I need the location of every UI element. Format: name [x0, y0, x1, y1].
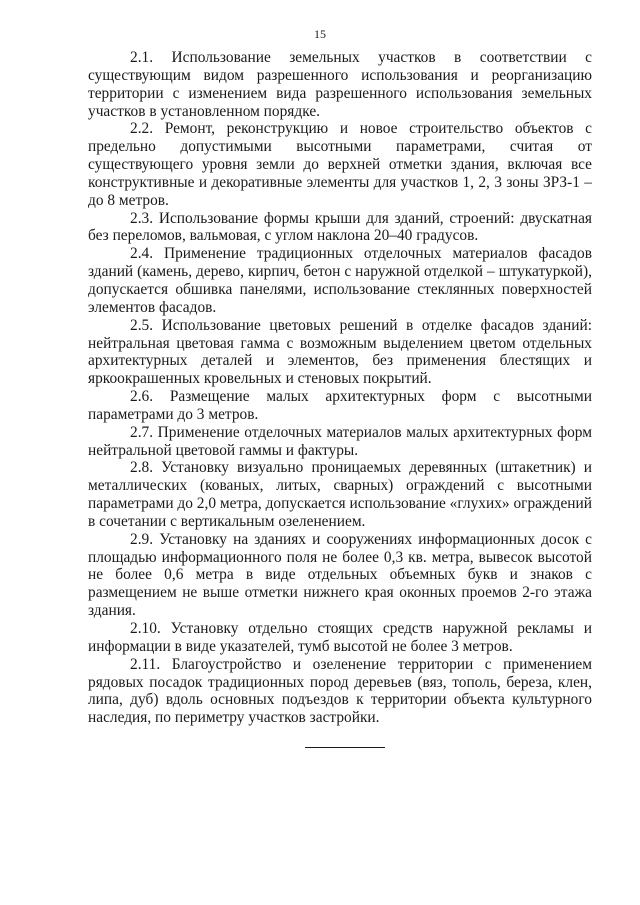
paragraph-2-3: 2.3. Использование формы крыши для зданий, строений: двускатная без переломов, вальмовая, с углом наклона 20–40 градусов.: [88, 209, 592, 245]
paragraph-2-8: 2.8. Установку визуально проницаемых деревянных (штакетник) и металлических (кованых, литых, сварных) ограждений с высотными параметрами до 2,0 метра, допускается использование «глухих» ограждений в сочетании с вертикальным озеленением.: [88, 459, 592, 530]
paragraph-2-1: 2.1. Использование земельных участков в соответствии с существующим видом разрешенного использования и реорганизацию территории с изменением вида разрешенного использования земельных участков в установленном порядке.: [88, 49, 592, 120]
paragraph-2-7: 2.7. Применение отделочных материалов малых архитектурных форм нейтральной цветовой гаммы и фактуры.: [88, 423, 592, 459]
paragraph-2-10: 2.10. Установку отдельно стоящих средств наружной рекламы и информации в виде указателей, тумб высотой не более 3 метров.: [88, 620, 592, 655]
paragraph-2-11: 2.11. Благоустройство и озеленение территории с применением рядовых посадок традиционных пород деревьев (вяз, тополь, береза, клен, липа, дуб) вдоль основных подъездов к территории объекта культурного наследия, по периметру участков застройки.: [88, 655, 592, 727]
page-number: 15: [314, 27, 326, 41]
document-body: [88, 49, 592, 727]
end-of-text-rule: [305, 747, 385, 748]
paragraph-2-4: 2.4. Применение традиционных отделочных материалов фасадов зданий (камень, дерево, кирпич, бетон с наружной отделкой – штукатуркой), допускается обшивка панелями, использование стеклянных поверхностей элементов фасадов.: [88, 245, 592, 316]
paragraph-2-2: 2.2. Ремонт, реконструкцию и новое строительство объектов с предельно допустимыми высотными параметрами, считая от существующего уровня земли до верхней отметки здания, включая все конструктивные и декоративные элементы для участков 1, 2, 3 зоны ЗРЗ-1 – до 8 метров.: [88, 120, 592, 209]
paragraph-2-5: 2.5. Использование цветовых решений в отделке фасадов зданий: нейтральная цветовая гамма с возможным выделением цветом отдельных архитектурных деталей и элементов, без применения блестящих и яркоокрашенных кровельных и стеновых покрытий.: [88, 316, 592, 388]
paragraph-2-6: 2.6. Размещение малых архитектурных форм с высотными параметрами до 3 метров.: [88, 388, 592, 423]
paragraph-2-9: 2.9. Установку на зданиях и сооружениях информационных досок с площадью информационного поля не более 0,3 кв. метра, вывесок высотой не более 0,6 метра в виде отдельных объемных букв и знаков с размещением не выше отметки нижнего края оконных проемов 2-го этажа здания.: [88, 530, 592, 620]
